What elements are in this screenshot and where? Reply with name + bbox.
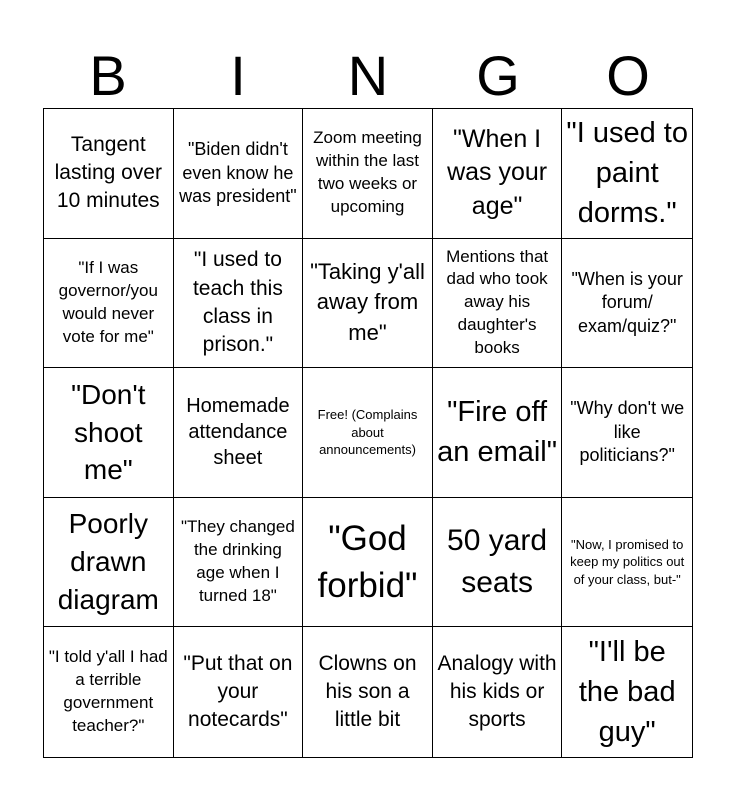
bingo-cell[interactable]: "I used to paint dorms.": [562, 109, 692, 239]
bingo-cell[interactable]: "I used to teach this class in prison.": [174, 239, 304, 369]
bingo-cell[interactable]: Mentions that dad who took away his daughter's books: [433, 239, 563, 369]
bingo-cell[interactable]: Homemade attendance sheet: [174, 368, 304, 498]
bingo-cell[interactable]: Poorly drawn diagram: [44, 498, 174, 628]
bingo-cell[interactable]: "Why don't we like politicians?": [562, 368, 692, 498]
bingo-board: [43, 108, 693, 758]
bingo-header: [43, 44, 693, 108]
bingo-cell[interactable]: "I told y'all I had a terrible government teacher?": [44, 627, 174, 757]
bingo-cell[interactable]: "Put that on your notecards": [174, 627, 304, 757]
bingo-cell[interactable]: Clowns on his son a little bit: [303, 627, 433, 757]
header-letter-n: N: [347, 44, 389, 107]
bingo-cell[interactable]: Zoom meeting within the last two weeks or upcoming: [303, 109, 433, 239]
bingo-cell[interactable]: "When is your forum/ exam/quiz?": [562, 239, 692, 369]
header-letter-i: I: [230, 44, 246, 107]
free-cell[interactable]: Free! (Complains about announcements): [303, 368, 433, 498]
bingo-cell[interactable]: "If I was governor/you would never vote for me": [44, 239, 174, 369]
bingo-cell[interactable]: "Fire off an email": [433, 368, 563, 498]
bingo-cell[interactable]: 50 yard seats: [433, 498, 563, 628]
bingo-cell[interactable]: "Taking y'all away from me": [303, 239, 433, 369]
bingo-cell[interactable]: "God forbid": [303, 498, 433, 628]
bingo-cell[interactable]: "They changed the drinking age when I turned 18": [174, 498, 304, 628]
header-letter-b: B: [89, 44, 127, 107]
bingo-cell[interactable]: "Now, I promised to keep my politics out of your class, but-": [562, 498, 692, 628]
bingo-cell[interactable]: Tangent lasting over 10 minutes: [44, 109, 174, 239]
bingo-cell[interactable]: Analogy with his kids or sports: [433, 627, 563, 757]
bingo-cell[interactable]: "Don't shoot me": [44, 368, 174, 498]
bingo-cell[interactable]: "I'll be the bad guy": [578, 636, 676, 749]
header-letter-o: O: [606, 44, 650, 107]
bingo-cell[interactable]: "When I was your age": [433, 109, 563, 239]
bingo-cell[interactable]: "Biden didn't even know he was president": [174, 109, 304, 239]
header-letter-g: G: [476, 44, 520, 107]
